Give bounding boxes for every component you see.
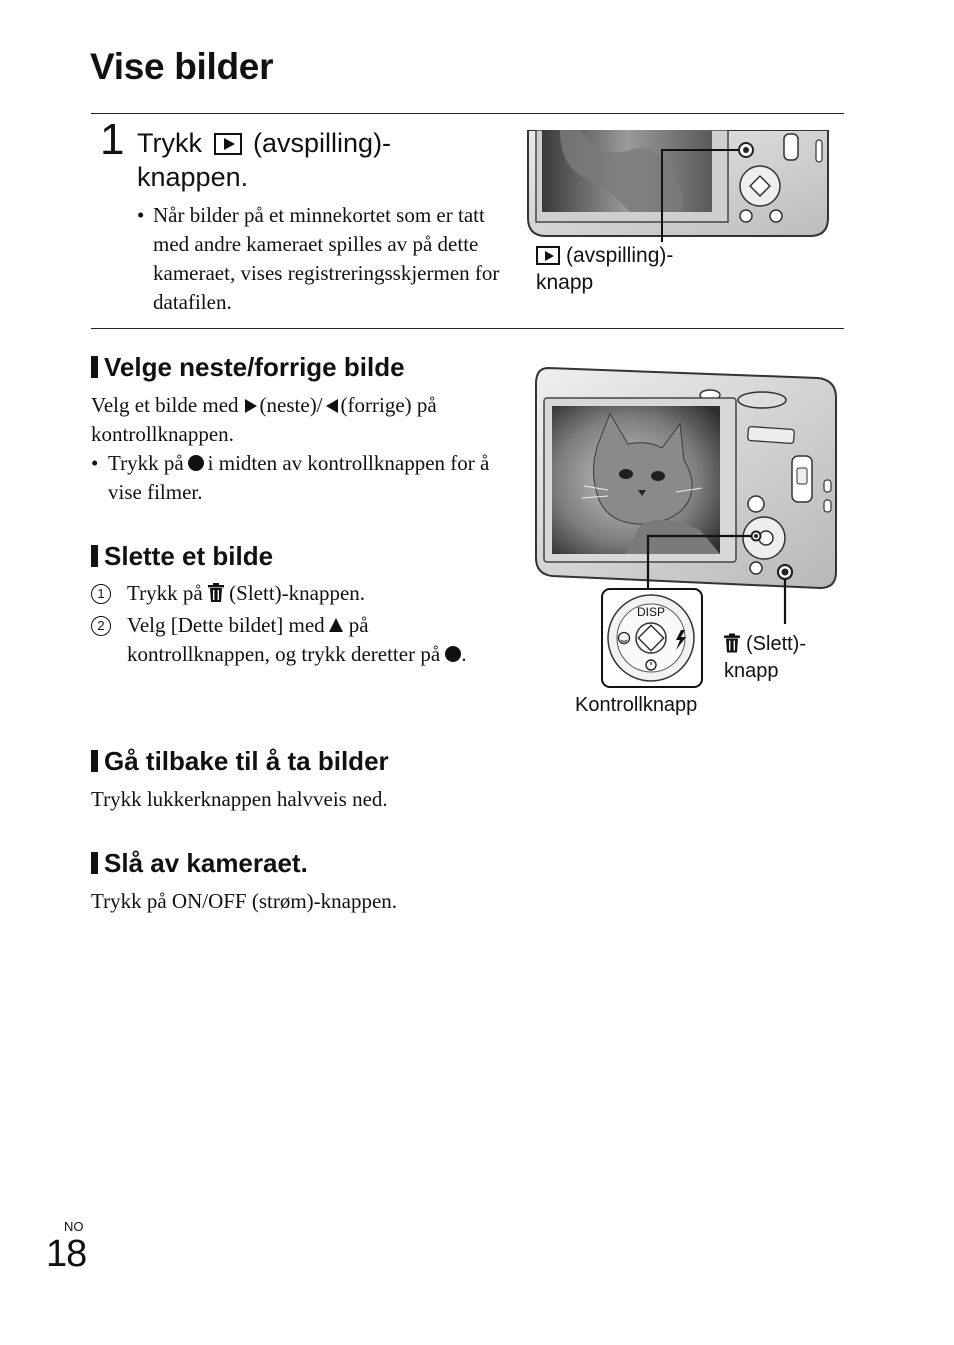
step-divider: [91, 328, 844, 329]
play-icon: [536, 246, 560, 265]
next-prev-bullet: [91, 449, 511, 507]
section-marker: [91, 545, 98, 567]
text-part: .: [461, 642, 467, 666]
language-code: NO: [64, 1219, 84, 1234]
text-part: Velg et bilde med: [91, 393, 239, 417]
right-arrow-icon: [245, 399, 257, 413]
section-marker: [91, 356, 98, 378]
step-number: 1: [100, 115, 125, 164]
step-heading-prefix: Trykk: [137, 128, 202, 158]
step-heading-suffix: (avspilling)-: [253, 128, 392, 158]
delete-step-1: [91, 579, 521, 608]
text-part: Trykk på: [108, 451, 184, 475]
text-part: (Slett)-knappen.: [229, 581, 366, 605]
trash-icon: [724, 633, 740, 653]
section-title-off: [91, 848, 308, 879]
section-title-text: Gå tilbake til å ta bilder: [104, 746, 389, 776]
left-arrow-icon: [326, 399, 338, 413]
disp-label: DISP: [636, 605, 666, 619]
next-prev-text: [91, 391, 511, 449]
page-number: 18: [46, 1233, 87, 1275]
section-title-back: [91, 746, 389, 777]
text-part: (forrige) på kontrollknappen.: [91, 393, 437, 446]
center-button-icon: [188, 455, 204, 471]
text-part: på kontrollknappen, og trykk deretter på: [127, 613, 441, 666]
up-arrow-icon: [329, 618, 343, 632]
step-circle-number: 2: [91, 616, 111, 636]
section-title-text: Slette et bilde: [104, 541, 274, 571]
page-title: Vise bilder: [90, 46, 274, 87]
back-text: Trykk lukkerknappen halvveis ned.: [91, 787, 388, 811]
text-part: (neste)/: [259, 393, 323, 417]
text-part: Velg [Dette bildet] med: [127, 613, 325, 637]
play-callout-line1: (avspilling)-: [566, 244, 674, 267]
bullet-icon: •: [91, 451, 99, 475]
step-heading: [137, 126, 391, 194]
delete-callout-line2: knapp: [724, 660, 779, 682]
section-title-text: Velge neste/forrige bilde: [104, 352, 405, 382]
section-title-text: Slå av kameraet.: [104, 848, 308, 878]
control-button-label: Kontrollknapp: [575, 694, 698, 716]
section-title-delete: [91, 541, 273, 572]
delete-callout-line1: (Slett)-: [746, 633, 806, 655]
step-circle-number: 1: [91, 584, 111, 604]
off-text: Trykk på ON/OFF (strøm)-knappen.: [91, 889, 398, 913]
step-note: [137, 201, 517, 317]
center-button-icon: [445, 646, 461, 662]
section-title-next-prev: [91, 352, 405, 383]
play-callout-line2: knapp: [536, 271, 594, 294]
text-part: i midten av kontrollknappen for å vise filmer.: [108, 451, 490, 504]
step-note-text: Når bilder på et minnekortet som er tatt med andre kameraet spilles av på dette kameraet, vises registreringsskjermen for datafilen.: [153, 203, 500, 314]
top-divider: [91, 113, 844, 114]
delete-button-callout: [724, 631, 806, 685]
section-marker: [91, 852, 98, 874]
play-icon: [214, 133, 242, 155]
text-part: Trykk på: [127, 581, 203, 605]
delete-step-2: [91, 611, 521, 669]
play-button-callout: [536, 242, 673, 296]
section-marker: [91, 750, 98, 772]
step-heading-line2: knappen.: [137, 162, 249, 192]
bullet-icon: •: [137, 203, 145, 227]
trash-icon: [208, 583, 224, 602]
